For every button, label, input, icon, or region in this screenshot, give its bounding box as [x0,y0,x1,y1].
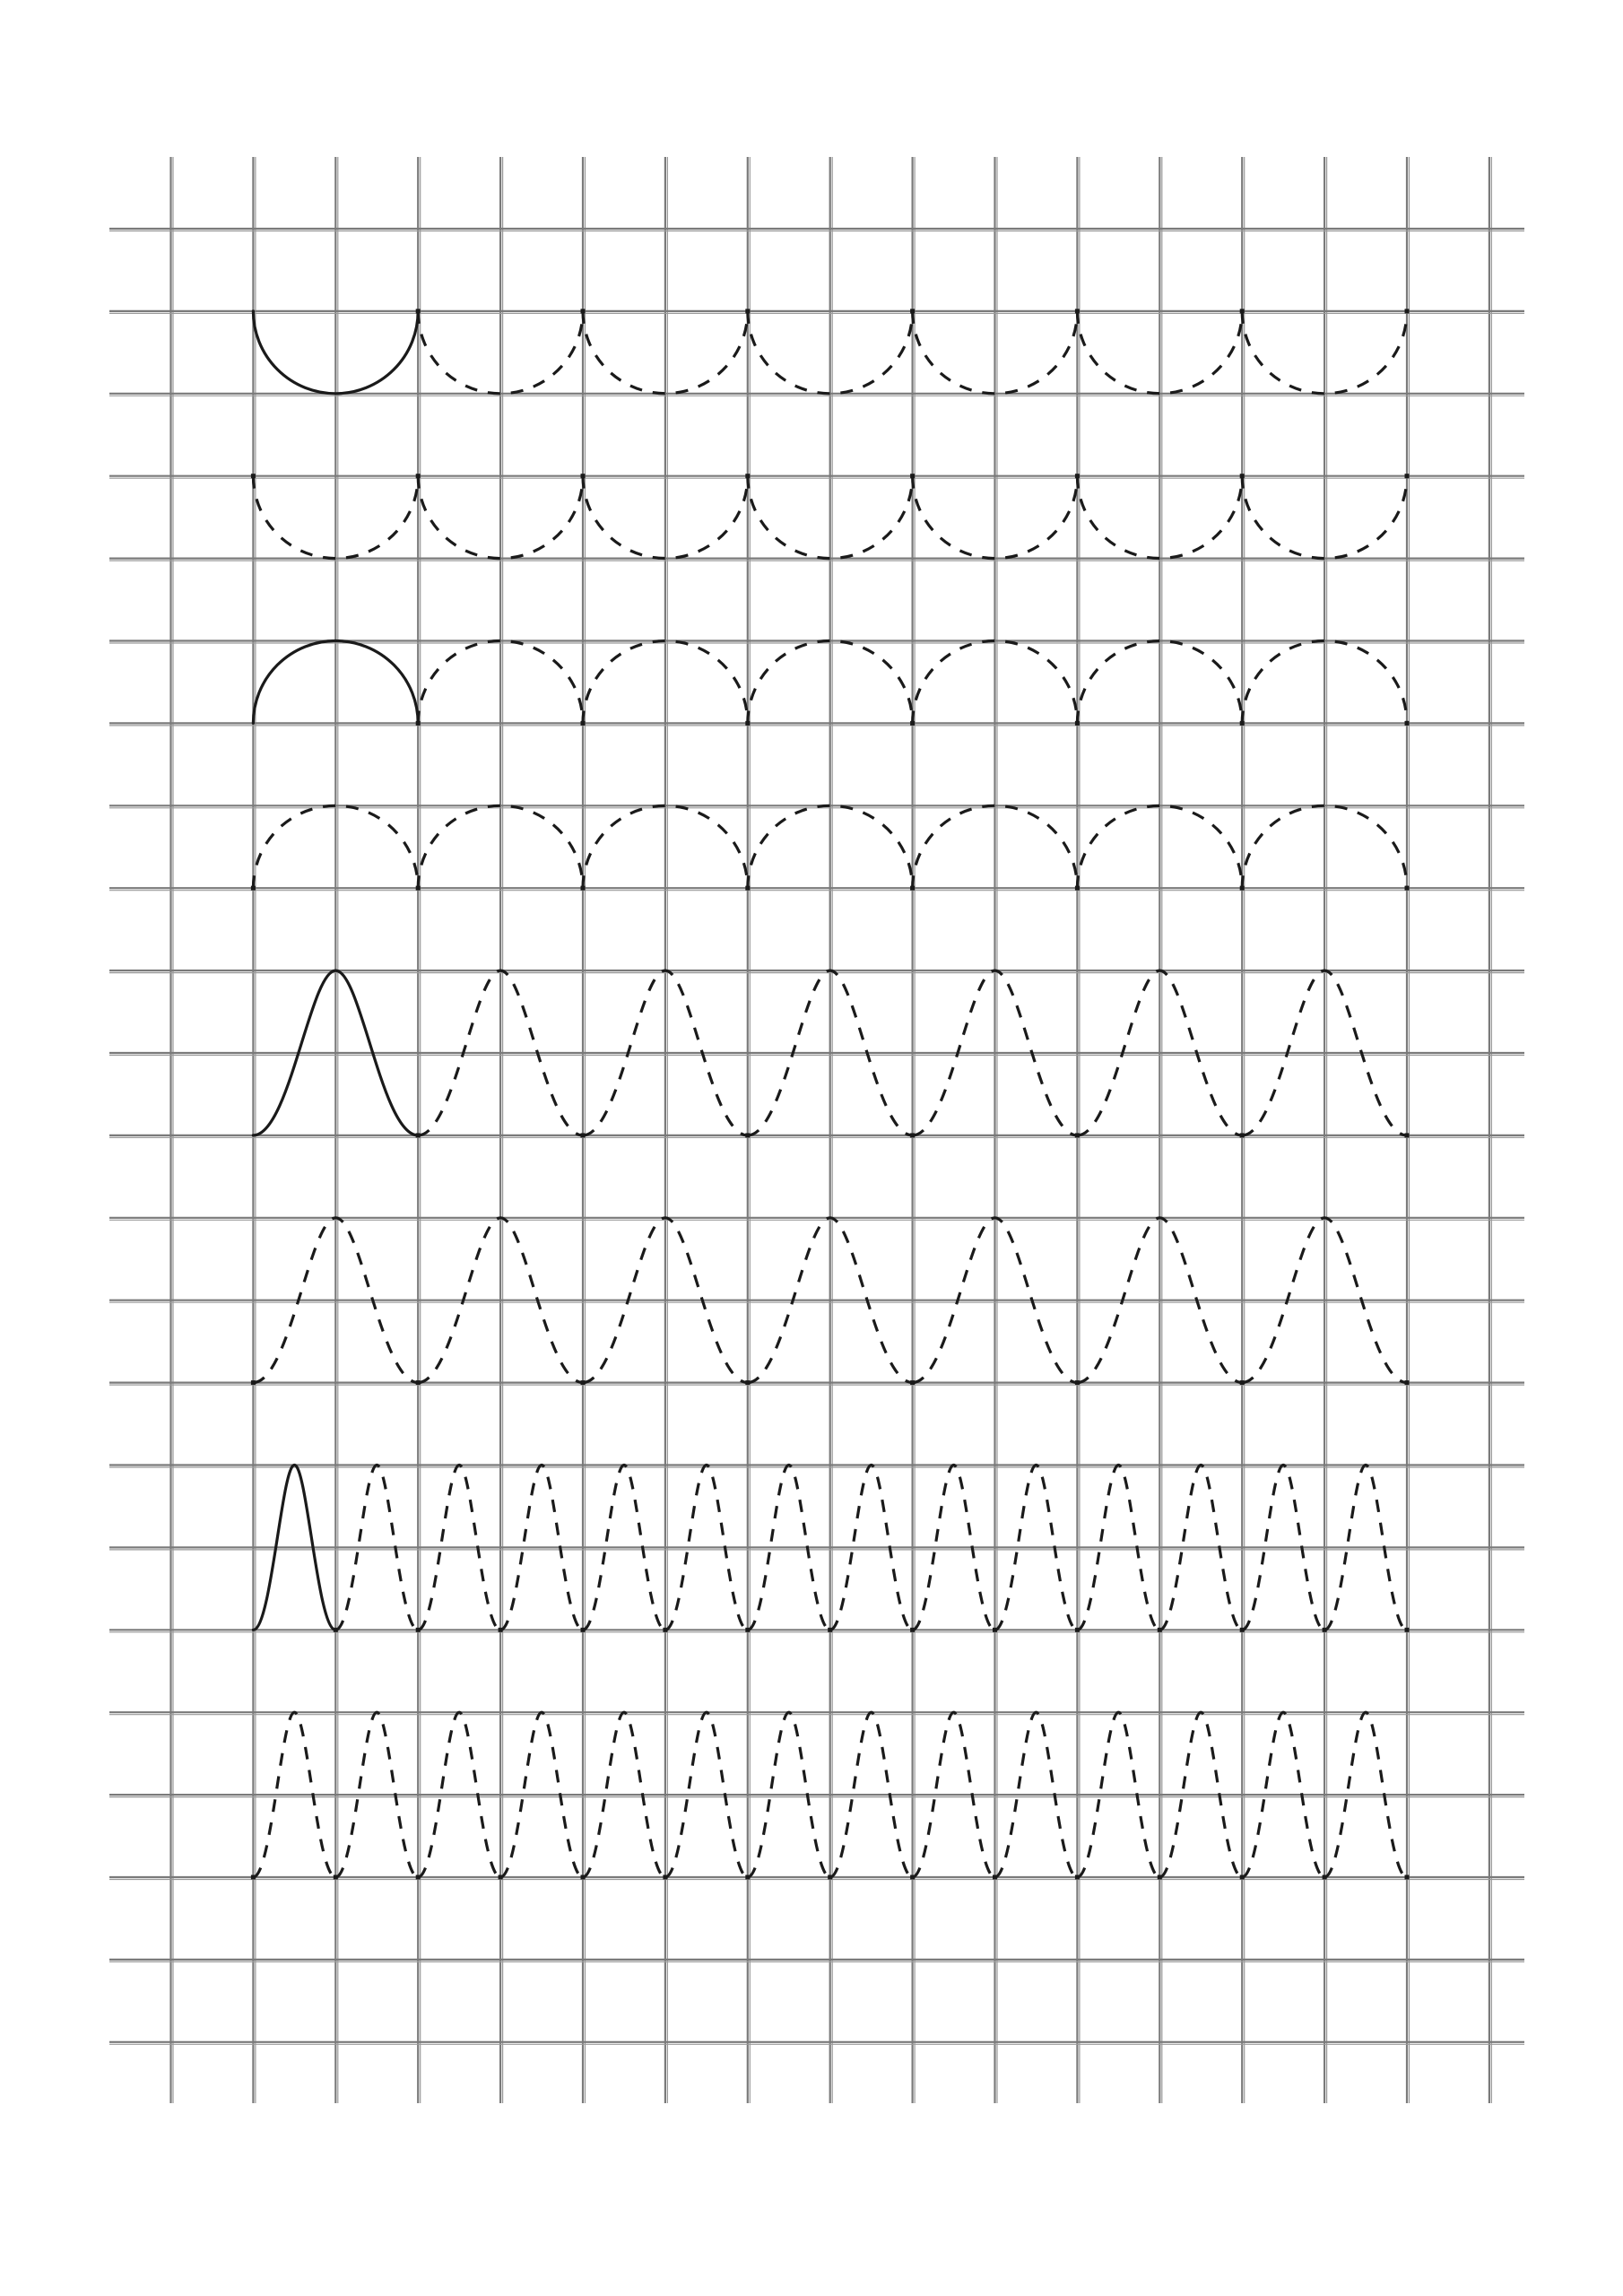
start-dot [745,309,750,313]
start-dot [416,474,421,478]
start-dot [416,1875,421,1880]
end-dot [1405,1380,1410,1385]
start-dot [1075,721,1080,726]
start-dot [1240,1133,1245,1137]
start-dot [910,309,915,313]
start-dot [910,721,915,726]
start-dot [581,1380,586,1385]
start-dot [1075,886,1080,891]
start-dot [581,1875,586,1880]
exercise-row-1-u-arc [253,309,1409,393]
end-dot [1405,1875,1410,1880]
start-dot [745,1628,750,1632]
start-dot [1240,309,1245,313]
start-dot [581,721,586,726]
start-dot [251,474,256,478]
start-dot [1323,1628,1327,1632]
start-dot [416,309,421,313]
start-dot [416,1380,421,1385]
start-dot [581,474,586,478]
start-dot [1075,1380,1080,1385]
start-dot [910,1628,915,1632]
start-dot [745,721,750,726]
graph-paper-grid [109,157,1524,2103]
start-dot [1240,474,1245,478]
start-dot [416,886,421,891]
start-dot [828,1628,832,1632]
start-dot [581,1133,586,1137]
end-dot [1405,309,1410,313]
start-dot [1075,309,1080,313]
start-dot [1240,1380,1245,1385]
start-dot [1075,1133,1080,1137]
start-dot [910,1875,915,1880]
start-dot [581,309,586,313]
start-dot [910,1133,915,1137]
start-dot [993,1875,997,1880]
start-dot [1158,1875,1162,1880]
start-dot [828,1875,832,1880]
start-dot [1323,1875,1327,1880]
start-dot [910,474,915,478]
start-dot [251,1875,256,1880]
start-dot [745,886,750,891]
end-dot [1405,721,1410,726]
end-dot [1405,1133,1410,1137]
start-dot [1240,1628,1245,1632]
start-dot [334,1875,338,1880]
exercise-row-5-wide-peak [253,970,1409,1137]
start-dot [1075,1875,1080,1880]
start-dot [1075,474,1080,478]
start-dot [745,474,750,478]
start-dot [745,1380,750,1385]
end-dot [1405,474,1410,478]
start-dot [745,1133,750,1137]
start-dot [251,886,256,891]
end-dot [1405,886,1410,891]
start-dot [416,721,421,726]
start-dot [251,1380,256,1385]
start-dot [581,1628,586,1632]
start-dot [910,1380,915,1385]
start-dot [416,1133,421,1137]
start-dot [581,886,586,891]
start-dot [1158,1628,1162,1632]
end-dot [1405,1628,1410,1632]
start-dot [663,1875,667,1880]
start-dot [499,1628,503,1632]
start-dot [416,1628,421,1632]
exercise-row-7-narrow-peak [253,1465,1409,1632]
start-dot [745,1875,750,1880]
start-dot [334,1628,338,1632]
start-dot [1240,721,1245,726]
exercise-row-3-n-arc [253,640,1409,725]
start-dot [1240,886,1245,891]
start-dot [1075,1628,1080,1632]
start-dot [1240,1875,1245,1880]
start-dot [663,1628,667,1632]
start-dot [499,1875,503,1880]
start-dot [910,886,915,891]
start-dot [993,1628,997,1632]
